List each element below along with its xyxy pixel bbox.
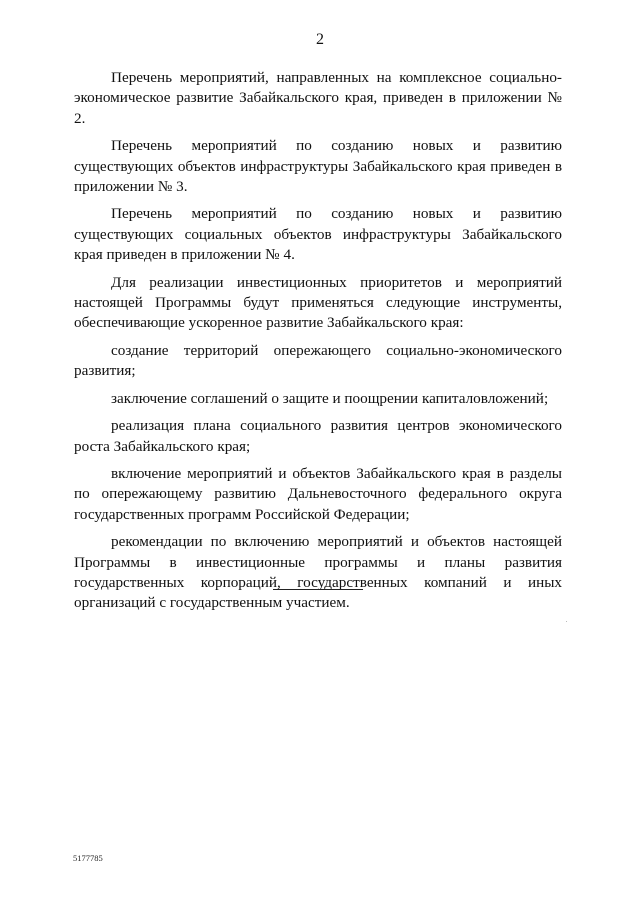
end-separator-line	[273, 589, 363, 590]
document-body	[74, 68, 562, 614]
scan-speck	[566, 621, 567, 622]
paragraph-instrument-state-programs: включение мероприятий и объектов Забайкальского края в разделы по опережающему развитию Дальневосточного федерального округа государственных программ Российской Федерации;	[74, 464, 562, 523]
paragraph-appendix-2: Перечень мероприятий, направленных на комплексное социально-экономическое развитие Забайкальского края, приведен в приложении № 2.	[74, 69, 562, 127]
paragraph-instrument-social-plan: реализация плана социального развития центров экономического роста Забайкальского края;	[74, 417, 562, 455]
paragraph-appendix-3: Перечень мероприятий по созданию новых и развитию существующих объектов инфраструктуры Забайкальского края приведен в приложении № 3.	[74, 137, 562, 196]
page-number: 2	[316, 31, 324, 48]
document-code: 5177785	[73, 853, 103, 863]
paragraph-instrument-recommendations: рекомендации по включению мероприятий и объектов настоящей Программы в инвестиционные программы и планы развития государственных корпораций, государственных компаний и иных организаций с государственным участием.	[74, 533, 562, 612]
paragraph-appendix-4: Перечень мероприятий по созданию новых и развитию существующих социальных объектов инфраструктуры Забайкальского края приведен в приложении № 4.	[74, 205, 562, 264]
paragraph-instruments-intro: Для реализации инвестиционных приоритетов и мероприятий настоящей Программы будут применяться следующие инструменты, обеспечивающие ускоренное развитие Забайкальского края:	[74, 273, 562, 332]
paragraph-instrument-agreements: заключение соглашений о защите и поощрении капиталовложений;	[111, 389, 549, 407]
paragraph-instrument-territories: создание территорий опережающего социально-экономического развития;	[74, 341, 562, 380]
